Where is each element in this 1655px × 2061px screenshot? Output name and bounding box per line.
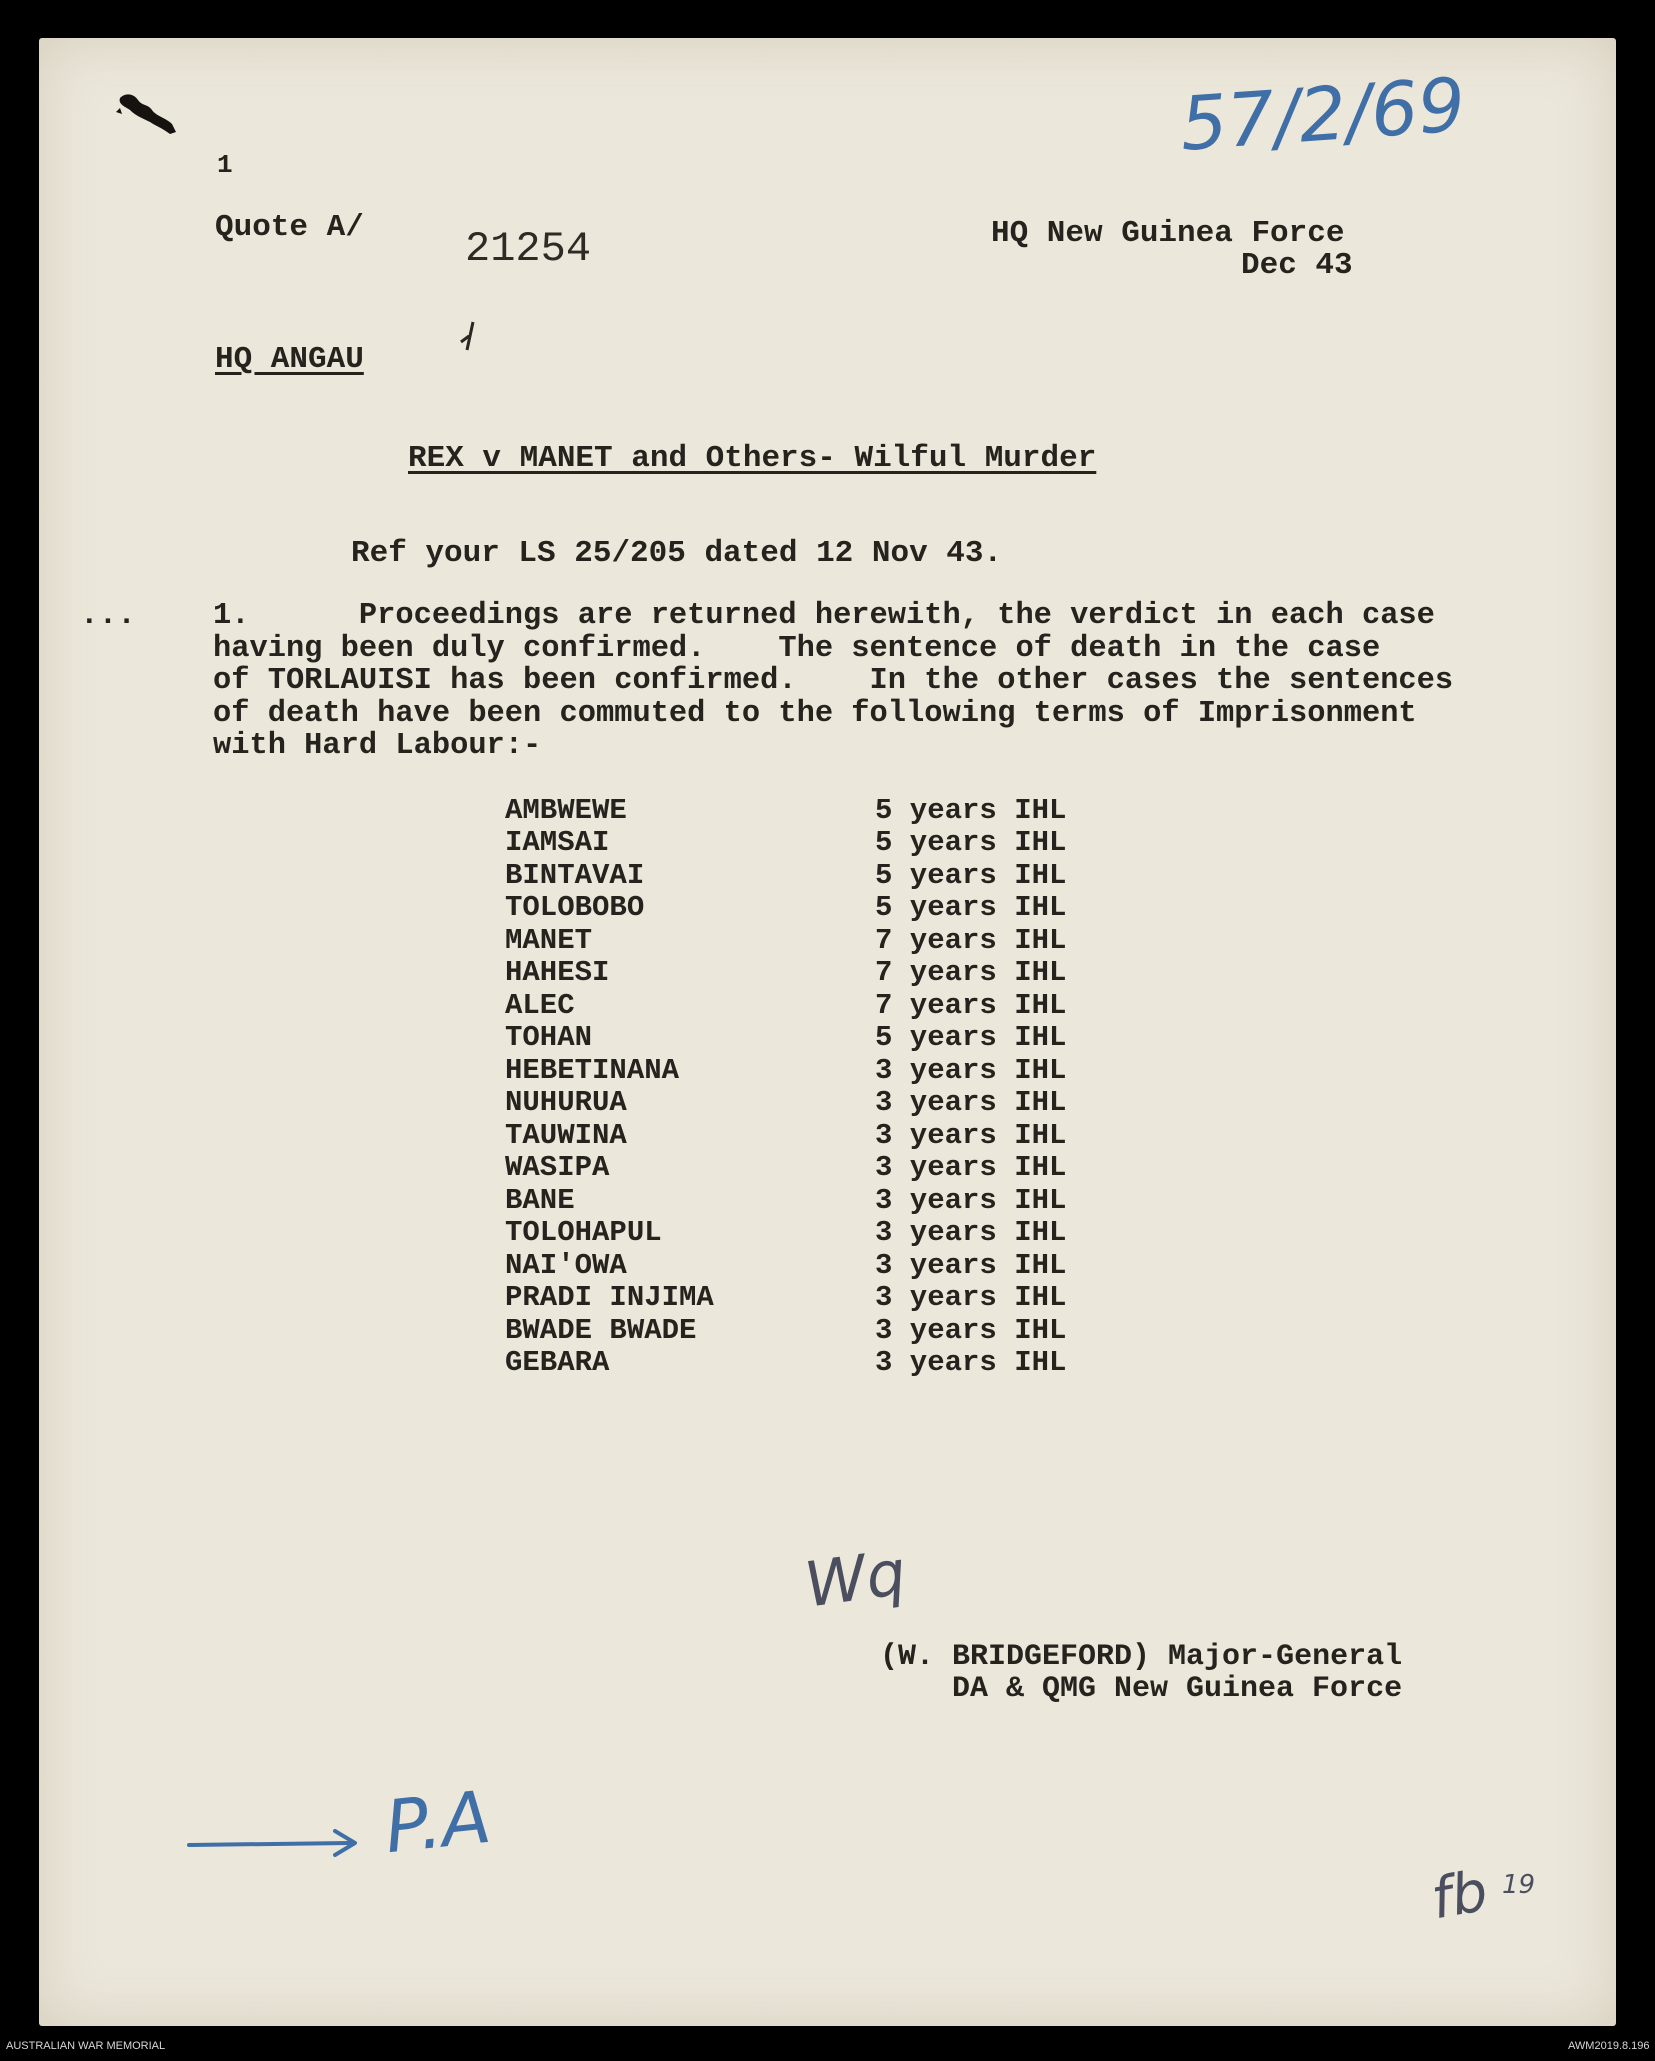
- sentence-row: [505, 1186, 1125, 1218]
- sentence-row: [505, 991, 1125, 1023]
- reference-number: 21254: [465, 225, 592, 273]
- sentence-term: 3 years IHL: [875, 1119, 1067, 1152]
- prisoner-name: NAI'OWA: [505, 1249, 627, 1282]
- origin-line-2: Dec 43: [1241, 248, 1353, 283]
- sentence-row: [505, 796, 1125, 828]
- prisoner-name: ALEC: [505, 989, 575, 1022]
- prisoner-name: AMBWEWE: [505, 794, 627, 827]
- sentence-row: [505, 828, 1125, 860]
- sentence-term: 3 years IHL: [875, 1151, 1067, 1184]
- sentence-row: [505, 1153, 1125, 1185]
- reference-line: Ref your LS 25/205 dated 12 Nov 43.: [351, 536, 1003, 571]
- sentence-term: 5 years IHL: [875, 859, 1067, 892]
- sentence-term: 5 years IHL: [875, 1021, 1067, 1054]
- page-mark: 1: [217, 150, 233, 180]
- sentence-row: [505, 1121, 1125, 1153]
- pencil-tick-mark: [455, 318, 491, 354]
- sentence-term: 7 years IHL: [875, 924, 1067, 957]
- sentence-row: [505, 1283, 1125, 1315]
- sentence-row: [505, 1218, 1125, 1250]
- prisoner-name: NUHURUA: [505, 1086, 627, 1119]
- sentence-row: [505, 1348, 1125, 1380]
- quote-label: Quote A/: [215, 210, 364, 245]
- sentence-term: 3 years IHL: [875, 1314, 1067, 1347]
- prisoner-name: BANE: [505, 1184, 575, 1217]
- prisoner-name: WASIPA: [505, 1151, 610, 1184]
- sentence-row: [505, 1056, 1125, 1088]
- routing-annotation: P.A: [380, 1774, 495, 1870]
- sentence-term: 5 years IHL: [875, 826, 1067, 859]
- addressee: HQ ANGAU: [215, 342, 364, 377]
- prisoner-name: PRADI INJIMA: [505, 1281, 714, 1314]
- corner-initials: fb: [1426, 1858, 1493, 1933]
- sentence-term: 3 years IHL: [875, 1054, 1067, 1087]
- signatory-line-1: (W. BRIDGEFORD) Major-General: [880, 1640, 1403, 1674]
- prisoner-name: TOLOHAPUL: [505, 1216, 662, 1249]
- sentence-term: 3 years IHL: [875, 1249, 1067, 1282]
- paragraph-line: with Hard Labour:-: [213, 729, 542, 763]
- file-number-handwritten: 57/2/69: [1177, 62, 1468, 168]
- sentence-term: 3 years IHL: [875, 1216, 1067, 1249]
- ink-blot-mark: [112, 88, 192, 148]
- sentence-term: 7 years IHL: [875, 989, 1067, 1022]
- margin-mark: ...: [80, 598, 136, 633]
- corner-number: 19: [1502, 1870, 1536, 1900]
- sentence-term: 5 years IHL: [875, 794, 1067, 827]
- footer-right: AWM2019.8.196: [1568, 2040, 1650, 2052]
- paragraph-line: of TORLAUISI has been confirmed. In the other cases the sentences: [213, 664, 1454, 698]
- sentence-term: 3 years IHL: [875, 1281, 1067, 1314]
- prisoner-name: TAUWINA: [505, 1119, 627, 1152]
- prisoner-name: GEBARA: [505, 1346, 610, 1379]
- paragraph-line: of death have been commuted to the following terms of Imprisonment: [213, 696, 1417, 731]
- prisoner-name: BWADE BWADE: [505, 1314, 697, 1347]
- sentence-row: [505, 958, 1125, 990]
- sentence-term: 7 years IHL: [875, 956, 1067, 989]
- sentence-term: 3 years IHL: [875, 1086, 1067, 1119]
- prisoner-name: MANET: [505, 924, 593, 957]
- prisoner-name: IAMSAI: [505, 826, 610, 859]
- sentence-row: [505, 1023, 1125, 1055]
- subject-heading: REX v MANET and Others- Wilful Murder: [408, 441, 1097, 476]
- sentence-row: [505, 1088, 1125, 1120]
- sentence-row: [505, 926, 1125, 958]
- sentence-term: 5 years IHL: [875, 891, 1067, 924]
- signature-initials: Wq: [800, 1535, 911, 1622]
- sentence-row: [505, 1251, 1125, 1283]
- body-paragraph: [213, 600, 1453, 763]
- prisoner-name: TOHAN: [505, 1021, 593, 1054]
- paragraph-line: having been duly confirmed. The sentence of death in the case: [213, 631, 1381, 666]
- sentence-term: 3 years IHL: [875, 1346, 1067, 1379]
- prisoner-name: TOLOBOBO: [505, 891, 645, 924]
- paragraph-line: 1. Proceedings are returned herewith, the verdict in each case: [213, 599, 1435, 633]
- arrow-annotation: [185, 1825, 365, 1865]
- sentence-row: [505, 893, 1125, 925]
- prisoner-name: HAHESI: [505, 956, 610, 989]
- prisoner-name: HEBETINANA: [505, 1054, 680, 1087]
- sentence-row: [505, 861, 1125, 893]
- signatory-line-2: DA & QMG New Guinea Force: [952, 1672, 1403, 1706]
- footer-left: AUSTRALIAN WAR MEMORIAL: [6, 2040, 166, 2052]
- sentence-row: [505, 1316, 1125, 1348]
- origin-line-1: HQ New Guinea Force: [991, 216, 1345, 251]
- prisoner-name: BINTAVAI: [505, 859, 645, 892]
- sentence-term: 3 years IHL: [875, 1184, 1067, 1217]
